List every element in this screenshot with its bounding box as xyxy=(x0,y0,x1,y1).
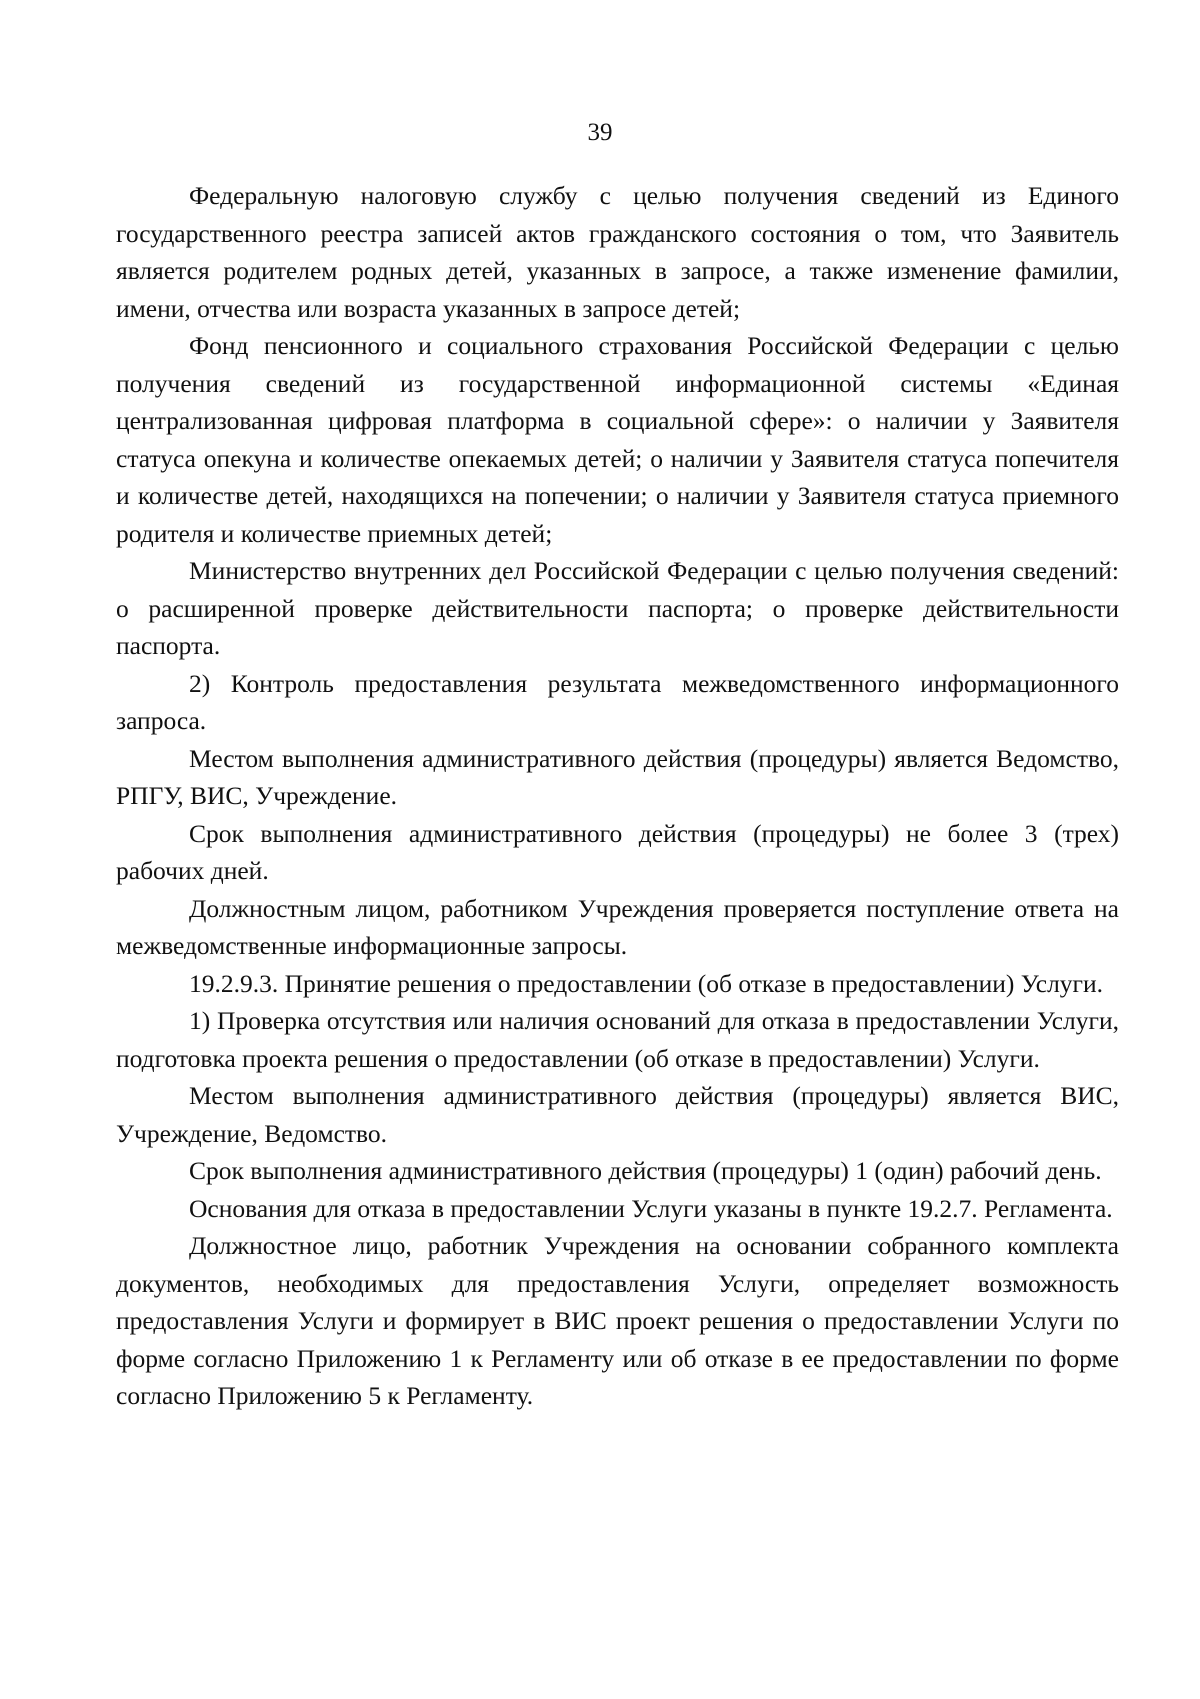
page-number: 39 xyxy=(587,119,613,146)
paragraph: Фонд пенсионного и социального страхования Российской Федерации с целью получения сведений из государственной информационной системы «Единая централизованная цифровая платформа в социальной сфере»: о наличии у Заявителя статуса опекуна и количестве опекаемых детей; о наличии у Заявителя статуса попечителя и количестве детей, находящихся на попечении; о наличии у Заявителя статуса приемного родителя и количестве приемных детей; xyxy=(116,331,1119,548)
paragraph: Должностным лицом, работником Учреждения проверяется поступление ответа на межведомственные информационные запросы. xyxy=(116,893,1119,960)
paragraph: Местом выполнения административного действия (процедуры) является ВИС, Учреждение, Ведомство. xyxy=(116,1081,1119,1148)
paragraph: 1) Проверка отсутствия или наличия оснований для отказа в предоставлении Услуги, подготовка проекта решения о предоставлении (об отказе в предоставлении) Услуги. xyxy=(116,1006,1119,1073)
document-body xyxy=(116,177,1119,1415)
paragraph: Министерство внутренних дел Российской Федерации с целью получения сведений: о расширенной проверке действительности паспорта; о проверке действительности паспорта. xyxy=(116,556,1119,660)
paragraph: Местом выполнения административного действия (процедуры) является Ведомство, РПГУ, ВИС, Учреждение. xyxy=(116,743,1119,810)
paragraph: 2) Контроль предоставления результата межведомственного информационного запроса. xyxy=(116,668,1119,735)
paragraph: Федеральную налоговую службу с целью получения сведений из Единого государственного реестра записей актов гражданского состояния о том, что Заявитель является родителем родных детей, указанных в запросе, а также изменение фамилии, имени, отчества или возраста указанных в запросе детей; xyxy=(116,181,1119,323)
paragraph: Срок выполнения административного действия (процедуры) не более 3 (трех) рабочих дней. xyxy=(116,818,1119,885)
paragraph: Основания для отказа в предоставлении Услуги указаны в пункте 19.2.7. Регламента. xyxy=(189,1193,1113,1223)
paragraph: Должностное лицо, работник Учреждения на основании собранного комплекта документов, необходимых для предоставления Услуги, определяет возможность предоставления Услуги и формирует в ВИС проект решения о предоставлении Услуги по форме согласно Приложению 1 к Регламенту или об отказе в ее предоставлении по форме согласно Приложению 5 к Регламенту. xyxy=(116,1231,1119,1410)
paragraph: 19.2.9.3. Принятие решения о предоставлении (об отказе в предоставлении) Услуги. xyxy=(189,968,1104,998)
paragraph: Срок выполнения административного действия (процедуры) 1 (один) рабочий день. xyxy=(189,1156,1102,1185)
